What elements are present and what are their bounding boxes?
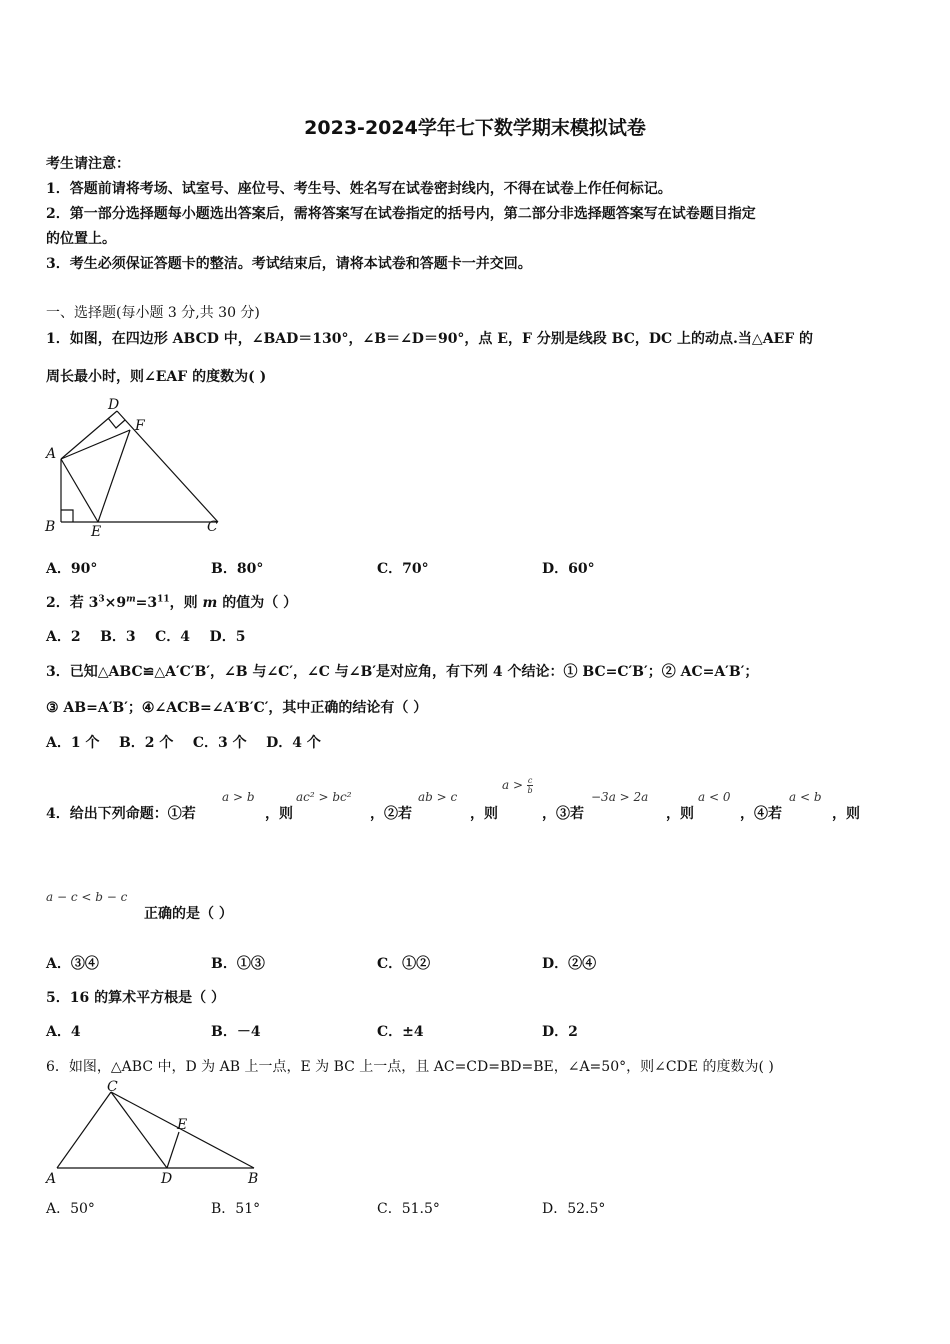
q2-text (46, 592, 297, 612)
q4-math-4 (502, 776, 533, 795)
q1-option-a: A．90° (46, 561, 98, 577)
q6-label-c: C (107, 1080, 118, 1095)
q5-text: 5．16 的算术平方根是（ ） (46, 990, 225, 1006)
q4-math-8: a − c < b − c (46, 890, 128, 904)
q2-text-mid1: ×9 (104, 595, 127, 611)
q5-option-a: A．4 (46, 1024, 81, 1040)
q2-exp-1: 3 (98, 594, 105, 605)
q6-text: 6．如图，△ABC 中，D 为 AB 上一点，E 为 BC 上一点，且 AC=CD=BD=BE，∠A=50°，则∠CDE 的度数为( ) (46, 1059, 774, 1075)
q5-option-c: C．±4 (377, 1024, 424, 1040)
section-heading: 一、选择题(每小题 3 分,共 30 分) (46, 305, 260, 321)
q1-right-angle-d (108, 418, 125, 428)
q4-option-b: B．①③ (211, 956, 265, 972)
q2-text-pre: 2．若 3 (46, 595, 99, 611)
q6-label-d: D (161, 1171, 173, 1187)
q4-text-3: ，则 (470, 806, 498, 822)
notice-item-2: 2．第一部分选择题每小题选出答案后，需将答案写在试卷指定的括号内，第二部分非选择题答案写在试卷题目指定 (46, 206, 756, 222)
q2-text-post: 的值为（ ） (217, 595, 298, 611)
q6-label-a: A (46, 1171, 57, 1187)
q1-edge-ef (98, 430, 130, 522)
q6-label-e: E (177, 1117, 188, 1133)
q4-math-1: a > b (222, 790, 255, 804)
q4-text-5: ，则 (666, 806, 694, 822)
q6-edge-ac (57, 1092, 111, 1168)
q1-label-c: C (207, 519, 218, 535)
q6-option-b: B．51° (211, 1201, 261, 1217)
q3-text-cont: ③ AB=A′B′；④∠ACB=∠A′B′C′，其中正确的结论有（ ） (46, 700, 428, 716)
q2-var: m (202, 595, 218, 611)
q4-option-a: A．③④ (46, 956, 99, 972)
q1-text: 1．如图，在四边形 ABCD 中，∠BAD＝130°，∠B＝∠D＝90°，点 E，F 分别是线段 BC，DC 上的动点.当△AEF 的 (46, 331, 814, 347)
q1-edge-ae (61, 459, 98, 522)
notice-item-1: 1．答题前请将考场、试室号、座位号、考生号、姓名写在试卷密封线内，不得在试卷上作任何标记。 (46, 181, 672, 197)
notice-item-3: 3．考生必须保证答题卡的整洁。考试结束后，请将本试卷和答题卡一并交回。 (46, 256, 532, 272)
q1-label-f: F (135, 418, 145, 434)
q1-right-angle-b (61, 510, 73, 522)
q1-option-b: B．80° (211, 561, 264, 577)
q4-math-5: −3a > 2a (591, 790, 649, 804)
q4-text-2: ，②若 (370, 806, 412, 822)
q4-math-3: ab > c (418, 790, 458, 804)
q4-intro: 4．给出下列命题：①若 (46, 806, 196, 822)
q4-text-7: ，则 (832, 806, 860, 822)
q2-exp-2: m (126, 594, 136, 605)
q3-options: A．1 个 B．2 个 C．3 个 D．4 个 (46, 735, 321, 751)
q1-label-a: A (46, 446, 57, 462)
q4-text-4: ，③若 (542, 806, 584, 822)
q2-options: A．2 B．3 C．4 D．5 (46, 629, 246, 645)
q4-option-d: D．②④ (542, 956, 597, 972)
q4-text-1: ，则 (265, 806, 293, 822)
q4-math-2: ac² > bc² (296, 790, 352, 804)
q6-figure (40, 1080, 270, 1190)
q6-option-c: C．51.5° (377, 1201, 440, 1217)
q3-text: 3．已知△ABC≌△A′C′B′，∠B 与∠C′，∠C 与∠B′是对应角，有下列 4 个结论：① BC=C′B′；② AC=A′B′； (46, 664, 759, 680)
q4-math-6: a < 0 (698, 790, 731, 804)
q4-option-c: C．①② (377, 956, 431, 972)
q4-math-4-a: a > (502, 778, 524, 792)
notice-item-2-cont: 的位置上。 (46, 231, 116, 247)
q6-option-a: A．50° (46, 1201, 95, 1217)
q4-text-6: ，④若 (740, 806, 782, 822)
q1-edge-dc (117, 411, 218, 522)
q5-option-b: B．－4 (211, 1024, 261, 1040)
page-title: 2023-2024学年七下数学期末模拟试卷 (304, 117, 646, 139)
q2-text-mid2: =3 (135, 595, 158, 611)
q1-option-c: C．70° (377, 561, 429, 577)
notice-heading: 考生请注意： (46, 156, 130, 172)
q4-fraction-num: c (527, 776, 533, 785)
q4-fraction (527, 776, 533, 795)
q6-edge-cd (111, 1092, 167, 1168)
q1-label-b: B (45, 519, 56, 535)
q2-text-post-pre: ，则 (169, 595, 203, 611)
q1-edge-af (61, 430, 130, 459)
q1-option-d: D．60° (542, 561, 595, 577)
q2-exp-3: 11 (157, 594, 170, 605)
q1-label-d: D (108, 397, 120, 413)
q1-text-cont: 周长最小时，则∠EAF 的度数为( ) (46, 369, 267, 385)
q6-edge-de (167, 1132, 179, 1168)
q1-label-e: E (91, 524, 102, 540)
q6-label-b: B (248, 1171, 259, 1187)
q4-text-8: 正确的是（ ） (144, 906, 233, 922)
q1-figure (40, 392, 230, 542)
q6-option-d: D．52.5° (542, 1201, 606, 1217)
q4-fraction-den: b (527, 786, 533, 795)
q4-math-7: a < b (789, 790, 822, 804)
q5-option-d: D．2 (542, 1024, 578, 1040)
